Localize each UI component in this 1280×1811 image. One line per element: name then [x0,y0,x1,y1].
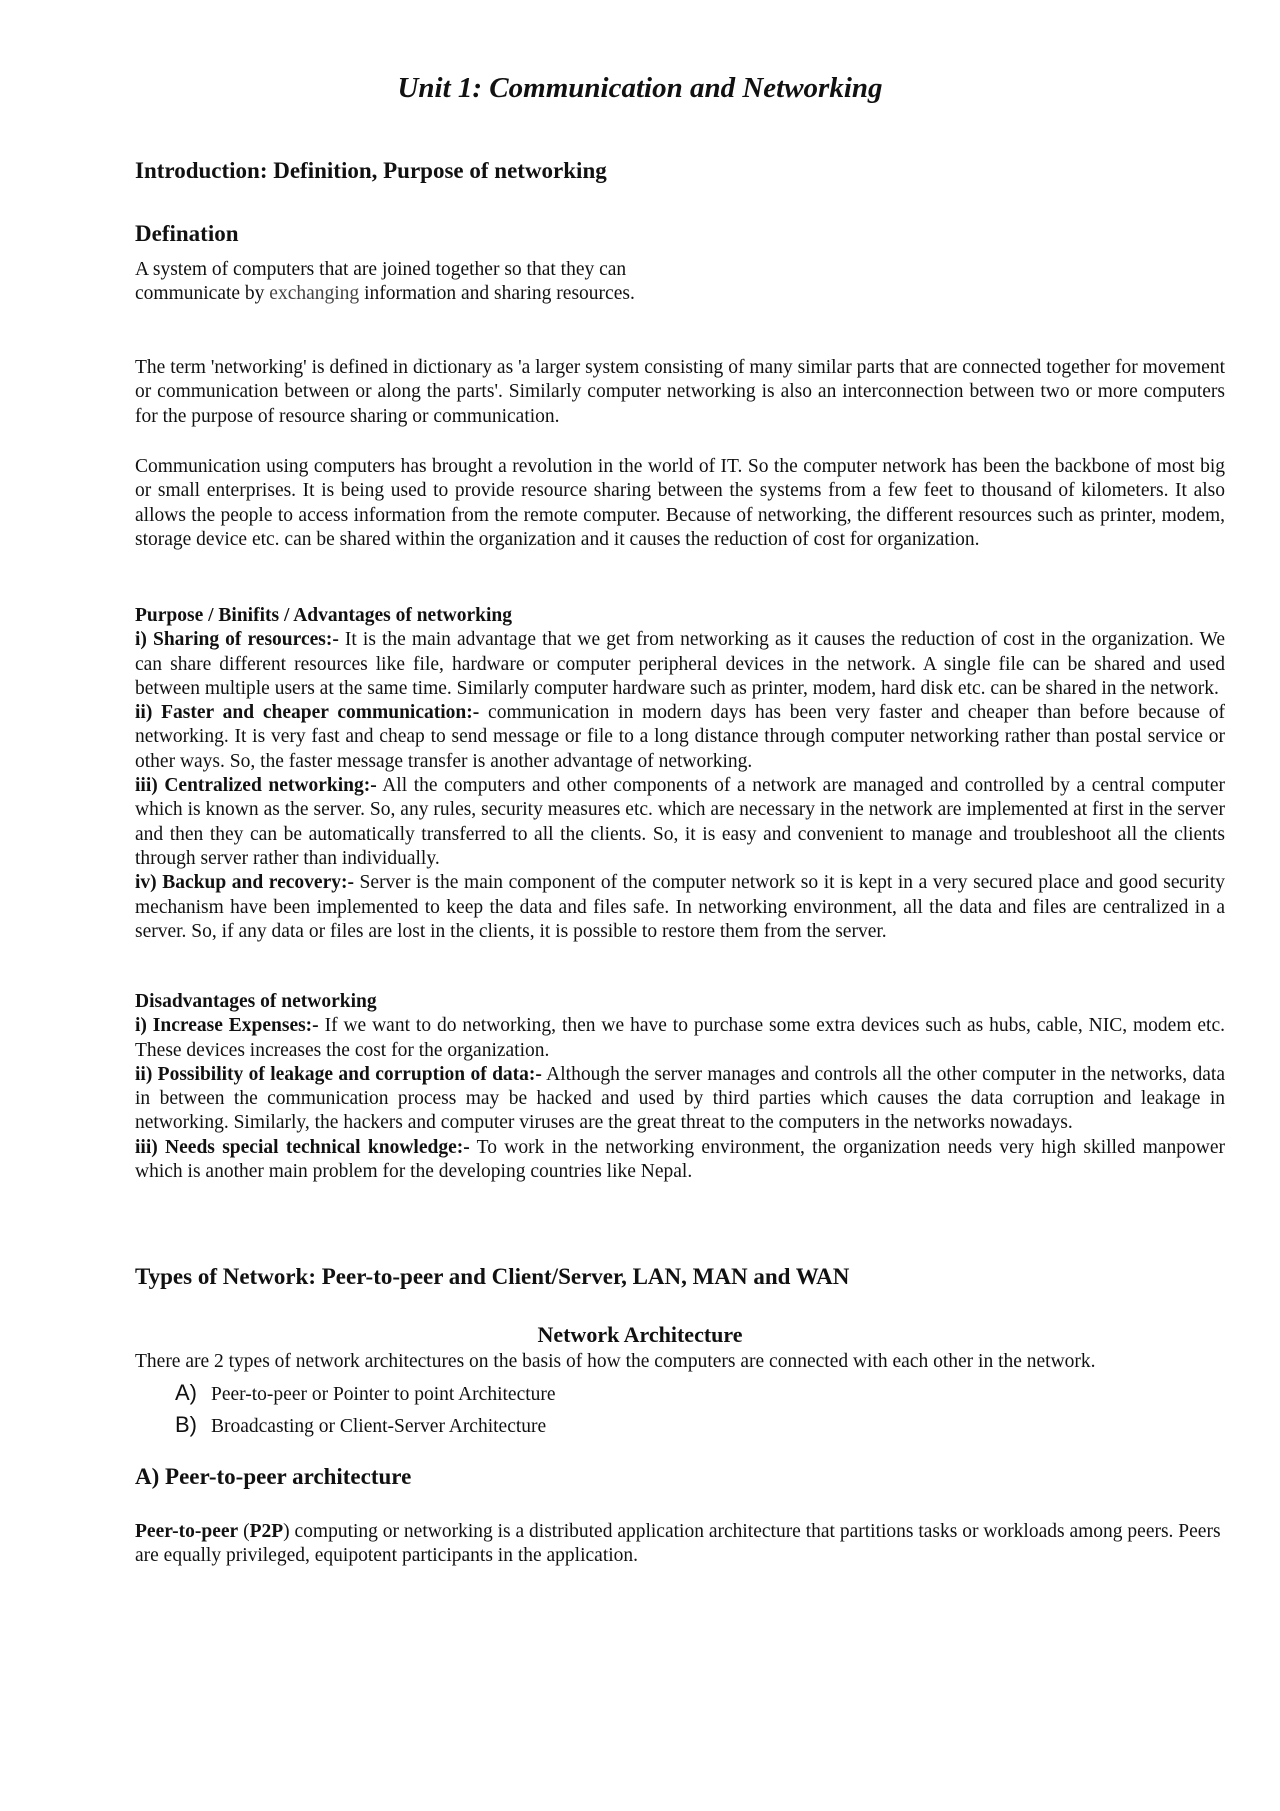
list-marker: A) [175,1380,197,1405]
architecture-intro: There are 2 types of network architectures on the basis of how the computers are connected with each other in the network. [135,1351,1096,1372]
disadvantage-item-text: If we want to do networking, then we have to purchase some extra devices such as hubs, cable, NIC, modem etc. These devices increases the cost for the organization. [135,1015,1225,1061]
p2p-text: ) computing or networking is a distributed application architecture that partitions tasks or workloads among peers. Peers are equally privileged, equipotent participants in the application. [135,1521,1221,1567]
p2p-abbr: P2P [249,1521,284,1542]
purpose-item-text: communication in modern days has been very faster and cheaper than before because of networking. It is very fast and cheap to send message or file to a long distance through computer networking rather than postal service or other ways. So, the faster message transfer is another advantage of networking. [135,702,1226,772]
disadvantage-item-label: iii) Needs special technical knowledge:- [135,1136,470,1158]
list-item-text: Peer-to-peer or Pointer to point Architecture [211,1384,556,1405]
term-paragraph: The term 'networking' is defined in dictionary as 'a larger system consisting of many similar parts that are connected together for movement or communication between or along the parts'. Similarly computer networking is also an interconnection between two or more computers for the purpose of resource sharing or communication. [135,357,1225,427]
disadvantage-item [135,1063,1225,1136]
purpose-item-text: Server is the main component of the computer network so it is kept in a very secured place and good security mechanism have been implemented to keep the data and files safe. In networking environment, all the data and files are centralized in a server. So, if any data or files are lost in the clients, it is possible to restore them from the server. [135,872,1225,942]
list-item [175,1378,556,1410]
communication-paragraph: Communication using computers has brought a revolution in the world of IT. So the computer network has been the backbone of most big or small enterprises. It is being used to provide resource sharing between the systems from a few feet to thousand of kilometers. It also allows the people to access information from the remote computer. Because of networking, the different resources such as printer, modem, storage device etc. can be shared within the organization and it causes the reduction of cost for organization. [135,456,1225,550]
disadvantage-item [135,1136,1225,1185]
disadvantage-item-text: To work in the networking environment, the organization needs very high skilled manpower which is another main problem for the developing countries like Nepal. [135,1136,1225,1183]
architecture-list [175,1378,556,1442]
purpose-item [135,701,1225,774]
definition-text [135,258,1225,307]
purpose-section [135,604,1225,944]
page-title: Unit 1: Communication and Networking [397,72,883,104]
disadvantage-item [135,1014,1225,1063]
intro-heading: Introduction: Definition, Purpose of networking [135,158,607,183]
disadvantage-item-label: ii) Possibility of leakage and corruption of data:- [135,1063,542,1085]
definition-exchanging-word: exchanging [269,283,360,305]
p2p-abbr-open: ( [238,1521,250,1542]
types-heading: Types of Network: Peer-to-peer and Client/Server, LAN, MAN and WAN [135,1264,850,1289]
purpose-heading: Purpose / Binifits / Advantages of networking [135,605,513,626]
purpose-item [135,628,1225,701]
purpose-item-label: iii) Centralized networking:- [135,775,377,797]
purpose-item [135,871,1225,944]
definition-line-2-start: communicate by [135,283,270,305]
purpose-item [135,774,1225,871]
list-item-text: Broadcasting or Client-Server Architecture [211,1416,547,1437]
definition-heading: Defination [135,221,239,246]
list-marker: B) [175,1412,197,1437]
p2p-heading: A) Peer-to-peer architecture [135,1464,412,1489]
purpose-item-text: It is the main advantage that we get from networking as it causes the reduction of cost in the organization. We can share different resources like file, hardware or computer peripheral devices in the network. A single file can be shared and used between multiple users at the same time. Similarly computer hardware such as printer, modem, hard disk etc. can be shared in the network. [135,629,1225,699]
purpose-item-label: i) Sharing of resources:- [135,629,339,651]
definition-line-1: A system of computers that are joined together so that they can [135,259,627,280]
purpose-item-label: ii) Faster and cheaper communication:- [135,702,480,724]
disadvantages-heading: Disadvantages of networking [135,991,377,1012]
purpose-item-text: All the computers and other components of a network are managed and controlled by a central computer which is known as the server. So, any rules, security measures etc. which are necessary in the network are implemented at first in the server and then they can be automatically transferred to all the clients. So, it is easy and convenient to manage and troubleshoot all the clients through server rather than individually. [135,775,1225,869]
list-item [175,1410,556,1442]
p2p-label: Peer-to-peer [135,1521,239,1542]
definition-line-2-end: information and sharing resources. [359,283,635,305]
purpose-item-label: iv) Backup and recovery:- [135,872,354,894]
disadvantages-section [135,990,1225,1184]
disadvantage-item-label: i) Increase Expenses:- [135,1015,319,1037]
disadvantage-item-text: Although the server manages and controls all the other computer in the networks, data in between the communication process may be hacked and used by third parties which causes the data corruption and leakage in networking. Similarly, the hackers and computer viruses are the great threat to the computers in the networks nowadays. [135,1063,1225,1134]
architecture-heading: Network Architecture [537,1322,743,1347]
p2p-paragraph [135,1520,1225,1569]
